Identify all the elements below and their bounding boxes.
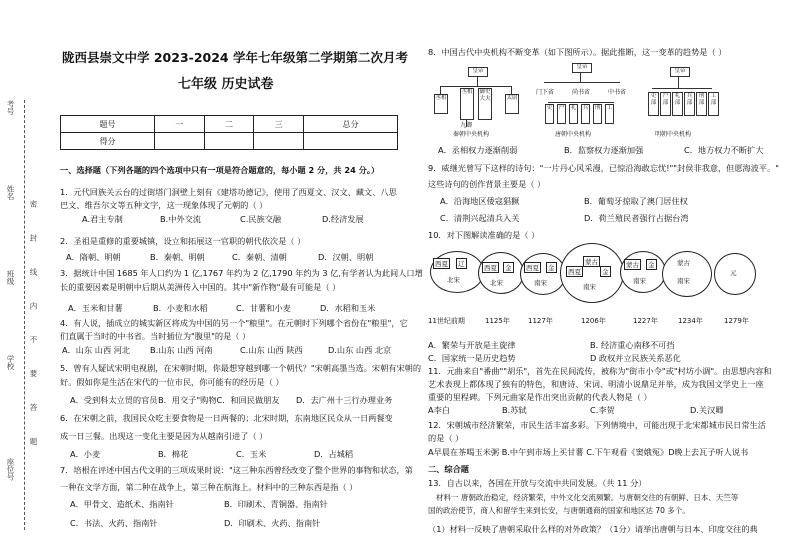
map-region-label: 北宋 [447,276,460,284]
q3-line1: 3．据统计中国 1685 年人口约为 1 亿,1767 年约为 2 亿,1790 年约为 3 亿,有学者认为此间人口增 [60,268,423,278]
ming-ministry-box: 工部 [708,92,719,116]
map-region-label: 金 [648,261,655,269]
map-region-label: 南宋 [534,279,547,287]
q7-option: A．甲骨文、造纸术、指南针 [70,499,174,509]
tang-ministry-box: 户 [557,104,566,124]
q10-option: A．繁荣与开放是主旋律 [428,340,516,350]
connector-line [678,76,679,88]
map-region-label: 西夏 [484,264,497,272]
year-label: 1127年 [528,317,553,325]
tang-ministry-box: 礼 [569,104,578,124]
qin-chancellor2-box: 丞相 [460,88,474,120]
q3-option: D．水稻和玉米 [320,303,376,313]
q4-option: A．山东 山西 河北 [62,345,131,355]
map-region-label: 西夏 [568,268,581,276]
score-input[interactable] [254,133,304,150]
q1-option: B.中外交流 [160,214,201,224]
ming-emperor-box: 皇帝 [670,67,690,77]
ming-ministry-box: 刑部 [696,92,707,116]
tang-ministry-box: 兵 [581,104,590,124]
score-cell: 题号 [61,116,155,133]
q5-line1: 5．曾有人疑试宋明电视剧，在宋朝时期，你最想穿越到哪一个朝代？"宋朝高墨当选。宋朝有宋朝的 [60,363,422,373]
q1-option: C.民族交融 [240,214,282,224]
q13-stem: 13．自古以来，各国在开放与交流中共同发展。（共 11 分） [428,478,647,488]
exam-title: 陇西县崇文中学 2023-2024 学年七年级第二学期第二次月考 [62,50,408,65]
map-region-label: 西夏 [435,260,448,268]
qin-caption: 秦朝中央机构 [453,131,490,138]
seat-label: 座位号 [6,458,15,481]
name-label: 姓名 [6,185,15,200]
qin-chancellor-box: 丞相 [434,94,448,114]
map-region-label: 金 [548,264,555,272]
map-region-label: 南宋 [677,277,690,285]
q3-option: C．甘薯和小麦 [236,303,291,313]
q7-line2: 一种在文学方面，第二种在战争上，第三种在航海上。材料中的三种东西是指（ ） [60,482,358,492]
map-region-label: 蒙古 [677,259,690,267]
ming-caption: 明朝中央机构 [655,131,692,138]
score-cell: 三 [254,116,304,133]
q6-option: B．棉花 [158,449,189,459]
map-region-label: 蒙古 [626,261,639,269]
tang-caption: 唐朝中央机构 [555,131,592,138]
year-label: 1206年 [581,317,606,325]
q4-option: C.山东 山西 陕西 [240,345,303,355]
q7-line1: 7．培根在评述中国古代文明的三项成果时说："这三种东西曾经改变了整个世界的事物和状态，第 [60,465,413,475]
map-region-label: 西夏 [526,264,539,272]
map-region-label: 辽 [458,260,465,268]
q6-line2: 成一日三餐。出现这一变化主要是因为从越南引进了（ ） [60,431,268,441]
year-label: 1227年 [633,317,658,325]
q8-option: C．地方权力不断扩大 [684,145,764,155]
connector-line [652,88,712,89]
ming-ministry-box: 吏部 [648,92,659,116]
section1-heading: 一、选择题（下列各题的四个选项中只有一项是符合题意的，每小题 2 分，共 24 分。） [60,165,380,175]
seal-line-text: 密 封 线 内 不 要 答 题 [29,200,38,457]
q11-line1: 11．元曲来自"番曲""胡乐"，首先在民间流传，被称为"街市小令"或"村坊小调"。由思想内容和 [428,366,772,376]
tang-shangshu-label: 尚书省 [572,89,591,96]
q4-option: D.山东 山西 北京 [328,345,392,355]
q5-line2: 好。假如你是生活在宋代的一位市民，你可能有的经历是（ ） [60,377,284,387]
connector-line [440,86,441,94]
q4-line1: 4．有人说，插成立的城实新区将成为中国的另一个"粮里"。在元朝时下列哪个省份在"粮里"，它 [60,318,408,328]
q9-option: B．葡萄牙掠取了澳门居住权 [584,196,688,206]
q8-option: B．监察权力逐渐加强 [564,145,644,155]
connector-line [544,82,620,83]
q2-line1: 2．圣祖是重修的重要城镇，设立和拓展这一官职的朝代依次是（ ） [60,236,306,246]
material1-line2: 国的政治使节，商人和留学生来到长安，与唐朝通商的国家和地区达 70 多个。 [428,506,690,515]
q11-line2: 艺术表现上都体现了独有的特色，和唐诗、宋词、明清小说鼎足并举，成为我国文学史上一座 [428,379,764,389]
q1-line1: 1．元代回族关云台的过街塔门洞壁上刻有《建塔功德记》，使用了西夏文、汉文、藏文、八思 [60,187,397,197]
q9-option: D．荷兰殖民者强行占据台湾 [584,213,689,223]
connector-line [511,86,512,94]
q9-option: C．清荆兴起清兵入关 [440,213,520,223]
exam-subtitle: 七年级 历史试卷 [178,77,274,92]
score-input[interactable] [204,133,254,150]
qin-emperor-box: 皇帝 [468,67,488,77]
q1-line2: 巴文、维吾尔文等五种文字，这一现象体现了元朝的（ ） [60,200,268,210]
map-region-label: 元 [730,269,737,277]
q12-options: A早晨在茶喝玉米粥 B.中午到市场上买甘薯 C.下午观看《窦娥冤》D晚上去瓦子听人说书 [428,447,749,457]
q10-option: D 政权并立民族关系恶化 [590,353,681,363]
connector-line [580,72,581,82]
tang-ministry-box: 吏 [545,104,554,124]
q3-option: A．玉米和甘薯 [68,303,123,313]
map-region-label: 南宋 [633,277,646,285]
qin-taiwei-box: 太尉 [505,94,519,114]
q4-option: B.山东 山西 河南 [150,345,213,355]
tang-emperor-box: 皇帝 [572,63,592,73]
score-input[interactable] [304,133,398,150]
map-region-label: 南宋 [583,283,596,291]
ming-ministry-box: 户部 [660,92,671,116]
q2-option: C．秦朝、清朝 [232,252,287,262]
tang-menxia-label: 门下省 [536,89,555,96]
connector-line [440,86,512,87]
q8-stem: 8．中国古代中央机构不断变革（如下图所示）。据此推断，这一变革的趋势是（ ） [428,47,727,57]
q3-line2: 长的重要因素是明朝中后期从美洲传入中国的。其中"新作物"最有可能是（ ） [60,282,341,292]
material1-line1: 材料一 唐朝政治稳定，经济繁荣，中外文化交流频繁。与唐朝交往的有朝鲜、日本、天竺等 [436,493,739,502]
ming-ministry-box: 兵部 [684,92,695,116]
map-region-label: 金 [602,268,609,276]
q9-line1: 9．威继光曾写下这样的诗句："一片丹心风采漫，已惊沿海敢忘忧!""封侯非我意，但愿海波平。" [428,163,780,173]
q11-option: D.关汉卿 [690,405,724,415]
q5-option: A．受到科太立贸的官员 [70,395,158,405]
q6-option: C．玉米 [236,449,267,459]
q3-option: B．小麦和水稻 [153,303,208,313]
exam-no-label: 考号 [6,100,15,115]
q7-option: D．印刷术、火药、指南针 [224,518,321,528]
q9-option: A．沿海地区倭寇猖獗 [440,196,520,206]
q2-option: D．汉朝、明朝 [318,252,374,262]
map-region-label: 金 [505,264,512,272]
q10-option: B. 经济重心南移不可挡 [590,340,675,350]
q11-option: A李白 [428,405,450,415]
q6-option: A．小麦 [70,449,101,459]
q11-option: C.李贺 [590,405,615,415]
year-label: 1125年 [485,317,510,325]
tang-ministry-box: 刑 [593,104,602,124]
score-cell: 一 [154,116,204,133]
q7-option: C．书法、火药、指南针 [70,518,158,528]
year-label: 11世纪前期 [428,317,465,325]
q4-line2: 们直属于当时的中书省。当时插位为"腹里"的是（ ） [60,331,251,341]
map-circle [478,252,524,294]
score-table [60,115,398,150]
connector-line [548,102,614,103]
map-region-label: 北宋 [490,279,503,287]
q10-option: C．国家统一是历史趋势 [428,353,516,363]
q6-line1: 6．在宋朝之前，我国民众吃主要食物是一日两餐的；北宋时期，东南地区民众从一日两餐变 [60,413,393,423]
q2-option: A．隋朝、明朝 [66,252,121,262]
connector-line [477,76,478,86]
q11-option: B.苏轼 [502,405,527,415]
year-label: 1234年 [678,317,703,325]
q8-option: A．丞相权力逐渐削弱 [438,145,518,155]
q9-line2: 这些诗句的创作背景主要是（ ） [428,179,546,189]
qin-censor-box: 御史大夫 [478,88,492,120]
year-label: 1279年 [724,317,749,325]
class-label: 班级 [6,270,15,285]
q11-line3: 重要的里程碑。下列元曲家是作出突出贡献的代表人物是（ ） [428,392,652,402]
map-region-label: 蒙古 [585,258,598,266]
section2-heading: 二、综合题 [428,464,469,474]
qin-jiuqing-label: 九卿 [460,122,473,129]
seal-line [24,100,25,530]
q7-option: B．印刷术、青铜器、指南针 [224,499,328,509]
q6-option: D．占城稻 [314,449,354,459]
q12-line2: 的是（ ） [428,433,464,443]
ming-ministry-box: 礼部 [672,92,683,116]
score-input[interactable] [154,133,204,150]
q10-stem: 10．对下图解读准确的是（ ） [428,230,540,240]
tang-zhongshu-label: 中书省 [608,89,627,96]
q12-line1: 12．宋朝城市经济繁荣，市民生活丰富多彩。下列情境中，可能出现于北宋都城市民日常生活 [428,420,766,430]
q5-option: B．用交子"购物C．和回民做朋友 [158,395,280,405]
q5-option: D．去广州十三行办理业务 [296,395,393,405]
q2-option: B．秦朝、明朝 [150,252,205,262]
q1-option: A.君主专制 [82,214,123,224]
score-cell: 得分 [61,133,155,150]
q1-option: D.经济发展 [322,214,364,224]
q13-sub1: （1）材料一反映了唐朝采取什么样的对外政策？（1分）请举出唐朝与日本、印度交往的典 [428,524,758,534]
score-cell: 总分 [304,116,398,133]
map-circle [620,251,666,293]
school-label: 学校 [6,355,15,370]
score-cell: 二 [204,116,254,133]
tang-ministry-box: 工 [605,104,614,124]
